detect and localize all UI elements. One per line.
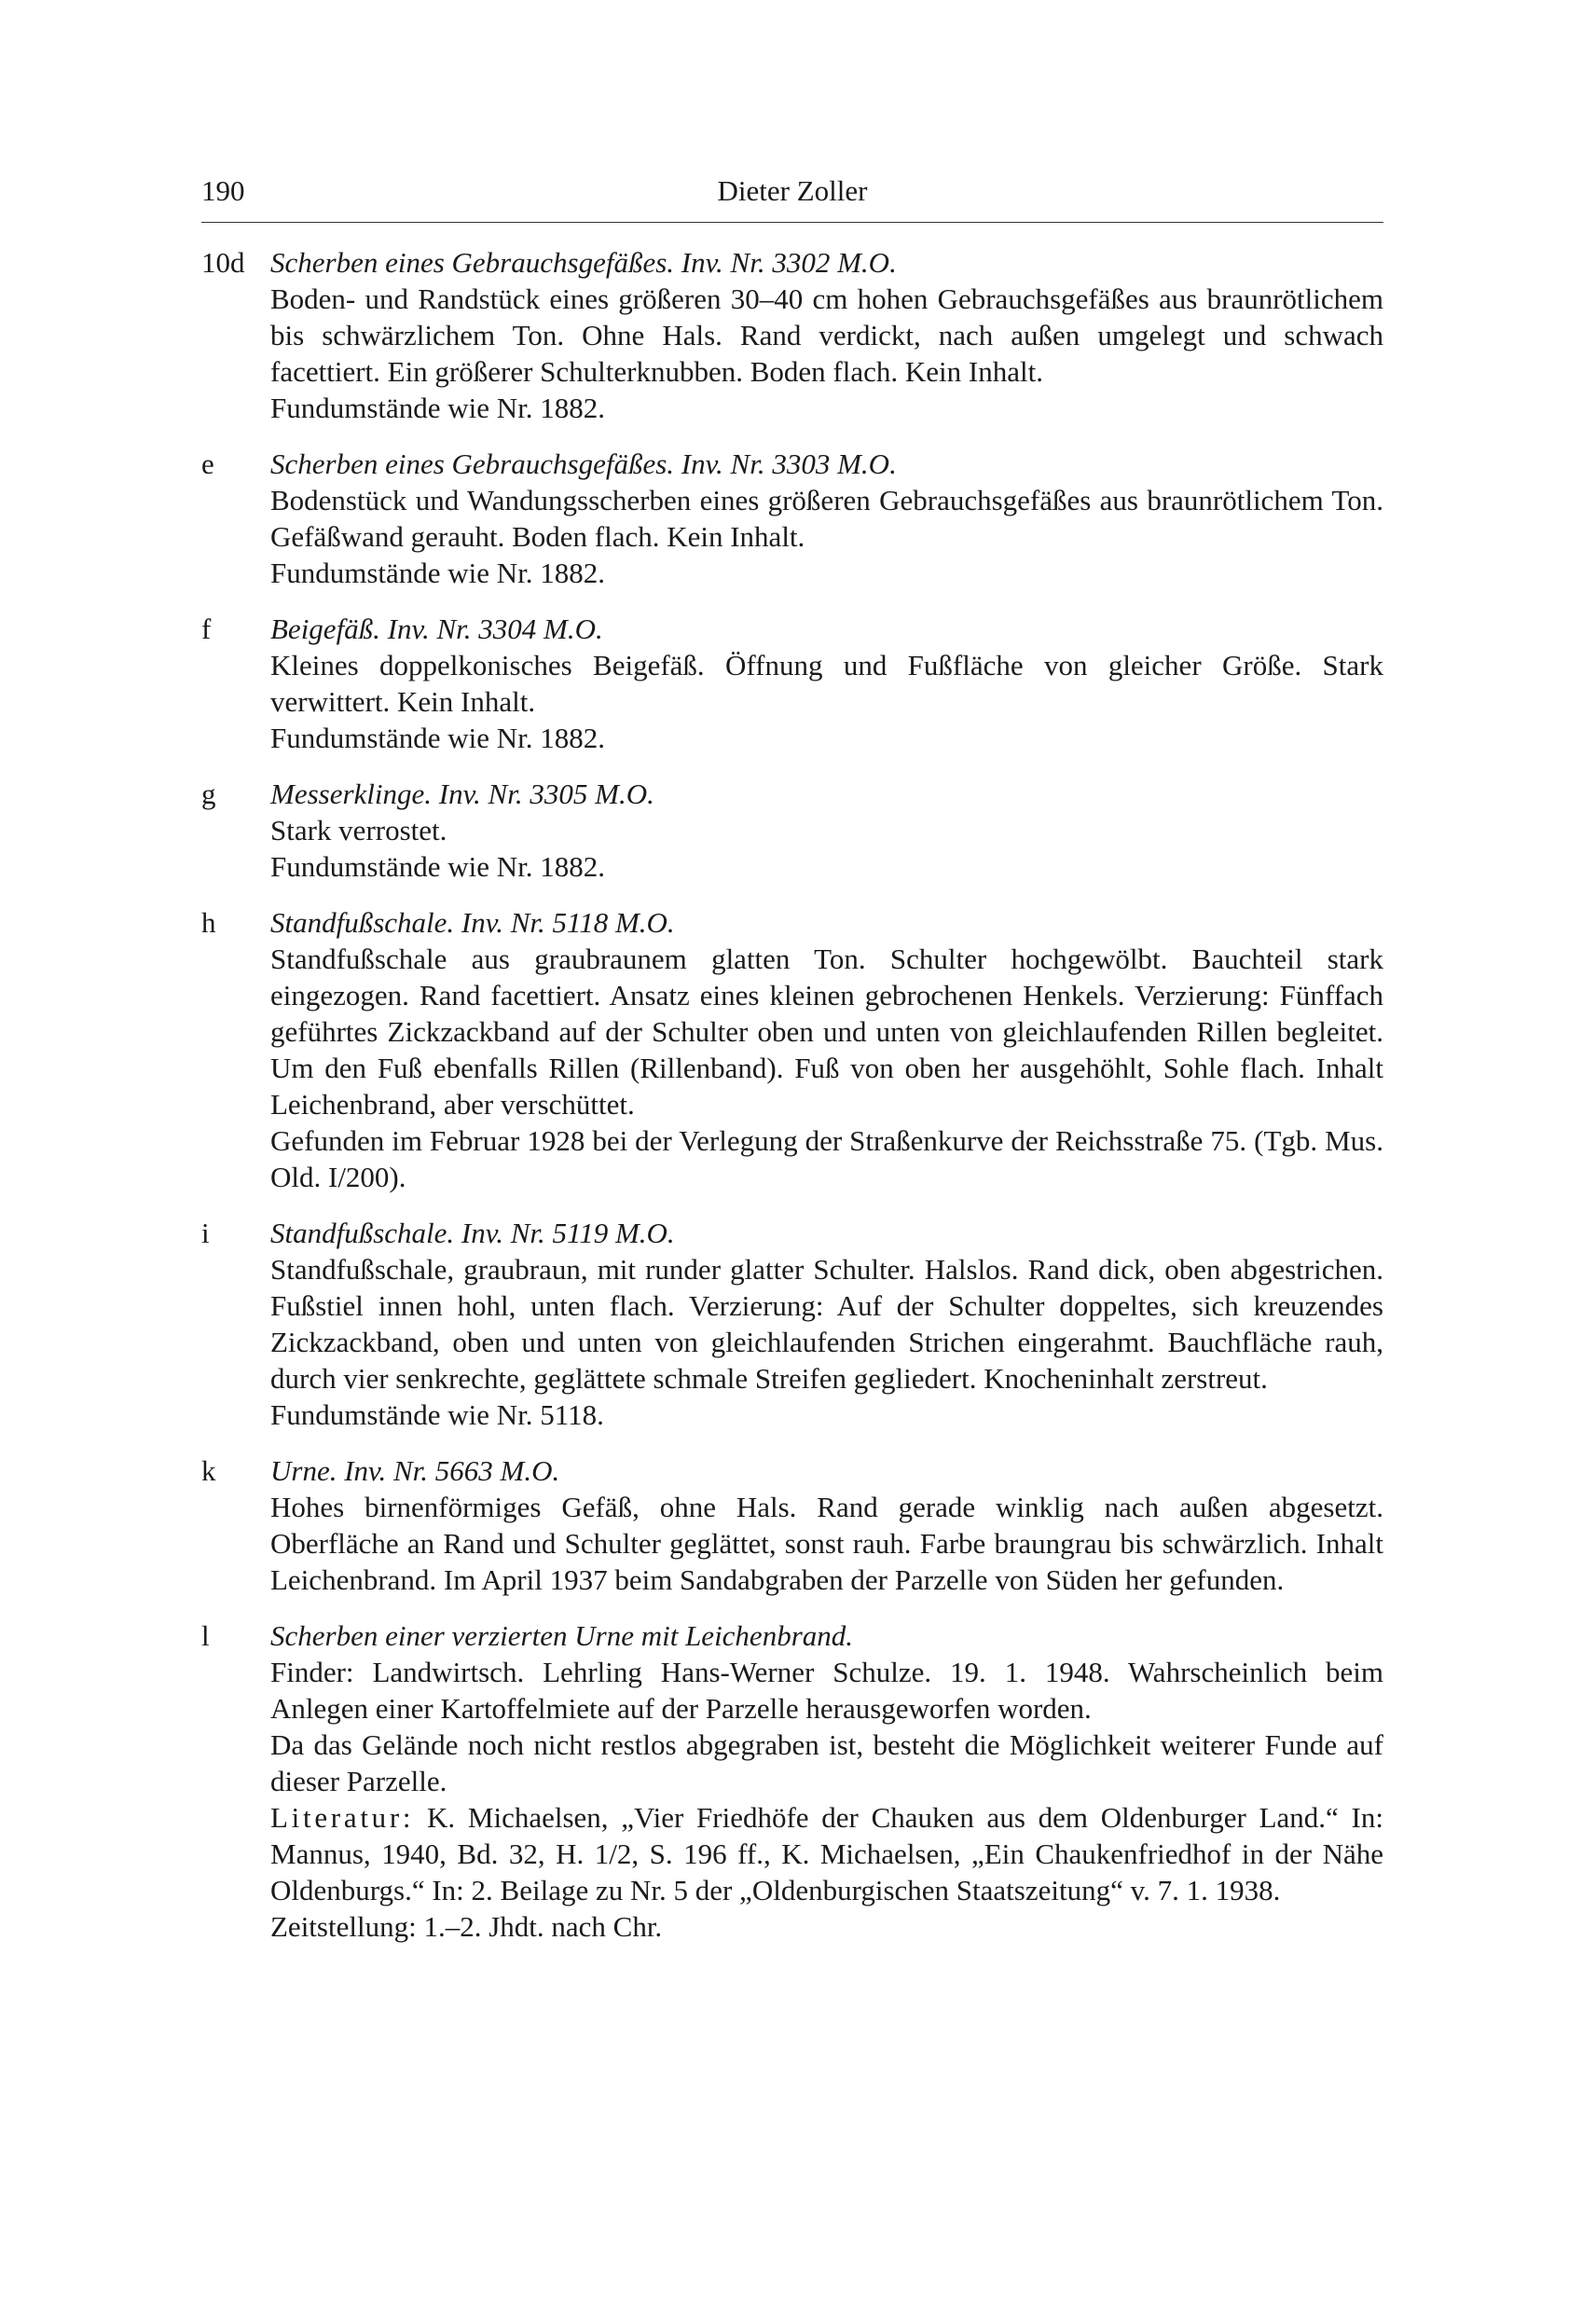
entry-body	[270, 1215, 1383, 1433]
entry-body	[270, 446, 1383, 591]
literature-label: Literatur:	[270, 1801, 415, 1834]
entry-label: i	[201, 1217, 210, 1249]
entry-body	[270, 904, 1383, 1195]
entry-description: Kleines doppelkonisches Beigefäß. Öffnung und Fußfläche von gleicher Größe. Stark verwittert. Kein Inhalt.	[270, 649, 1383, 718]
entry-find-circumstances: Fundumstände wie Nr. 1882.	[270, 722, 606, 754]
entry-label: 10d	[201, 246, 245, 279]
entry-description: Bodenstück und Wandungsscherben eines größeren Gebrauchsgefäßes aus braunrötlichem Ton. Gefäßwand gerauht. Boden flach. Kein Inhalt.	[270, 484, 1383, 553]
entry-label: g	[201, 778, 216, 810]
catalog-entries	[201, 244, 1383, 1964]
page-number: 190	[201, 174, 245, 207]
entry-title: Scherben eines Gebrauchsgefäßes. Inv. Nr. 3302 M.O.	[270, 246, 897, 279]
entry-find-circumstances: Fundumstände wie Nr. 1882.	[270, 557, 606, 589]
entry-finder: Finder: Landwirtsch. Lehrling Hans-Werner Schulze. 19. 1. 1948. Wahrscheinlich beim Anlegen einer Kartoffelmiete auf der Parzelle herausgeworfen worden.	[270, 1656, 1383, 1725]
entry-description: Standfußschale, graubraun, mit runder glatter Schulter. Halslos. Rand dick, oben abgestrichen. Fußstiel innen hohl, unten flach. Verzierung: Auf der Schulter doppeltes, sich kreuzendes Zickzackband, oben und unten von gleichlaufenden Strichen eingerahmt. Bauchfläche rauh, durch vier senkrechte, geglättete schmale Streifen gegliedert. Knocheninhalt zerstreut.	[270, 1253, 1383, 1395]
entry-note: Da das Gelände noch nicht restlos abgegraben ist, besteht die Möglichkeit weiterer Funde auf dieser Parzelle.	[270, 1728, 1383, 1797]
entry-title: Beigefäß. Inv. Nr. 3304 M.O.	[270, 612, 603, 645]
entry-title: Scherben eines Gebrauchsgefäßes. Inv. Nr. 3303 M.O.	[270, 447, 897, 480]
entry-find-circumstances: Fundumstände wie Nr. 1882.	[270, 850, 606, 883]
entry-title: Urne. Inv. Nr. 5663 M.O.	[270, 1454, 560, 1487]
entry-find-circumstances: Fundumstände wie Nr. 1882.	[270, 392, 606, 424]
entry-description: Hohes birnenförmiges Gefäß, ohne Hals. Rand gerade winklig nach außen abgesetzt. Oberfläche an Rand und Schulter geglättet, sonst rauh. Farbe braungrau bis schwärzlich. Inhalt Leichenbrand. Im April 1937 beim Sandabgraben der Parzelle von Süden her gefunden.	[270, 1491, 1383, 1596]
entry-body	[270, 611, 1383, 756]
entry-title: Messerklinge. Inv. Nr. 3305 M.O.	[270, 778, 654, 810]
entry-label: h	[201, 906, 216, 939]
header-rule	[201, 222, 1383, 223]
catalog-entry	[201, 611, 1383, 756]
entry-dating: Zeitstellung: 1.–2. Jhdt. nach Chr.	[270, 1910, 663, 1943]
entry-title: Standfußschale. Inv. Nr. 5119 M.O.	[270, 1217, 675, 1249]
catalog-entry	[201, 1617, 1383, 1945]
entry-description: Stark verrostet.	[270, 814, 447, 846]
page-header	[201, 168, 1383, 214]
entry-body	[270, 1452, 1383, 1598]
entry-body	[270, 1617, 1383, 1945]
entry-label: k	[201, 1454, 216, 1487]
entry-description: Boden- und Randstück eines größeren 30–40 cm hohen Gebrauchsgefäßes aus braunrötlichem bis schwärzlichem Ton. Ohne Hals. Rand verdickt, nach außen umgelegt und schwach facettiert. Ein größerer Schulterknubben. Boden flach. Kein Inhalt.	[270, 282, 1383, 388]
entry-literature	[270, 1799, 1383, 1908]
entry-body	[270, 244, 1383, 426]
entry-label: e	[201, 447, 214, 480]
entry-label: f	[201, 612, 212, 645]
entry-title: Scherben einer verzierten Urne mit Leichenbrand.	[270, 1619, 854, 1652]
entry-description: Standfußschale aus graubraunem glatten Ton. Schulter hochgewölbt. Bauchteil stark eingezogen. Rand facettiert. Ansatz eines kleinen gebrochenen Henkels. Verzierung: Fünffach geführtes Zickzackband auf der Schulter oben und unten von gleichlaufenden Rillen begleitet. Um den Fuß ebenfalls Rillen (Rillenband). Fuß von oben her ausgehöhlt, Sohle flach. Inhalt Leichenbrand, aber verschüttet.	[270, 943, 1383, 1121]
entry-title: Standfußschale. Inv. Nr. 5118 M.O.	[270, 906, 675, 939]
catalog-entry	[201, 446, 1383, 591]
catalog-entry	[201, 904, 1383, 1195]
catalog-entry	[201, 1452, 1383, 1598]
entry-find-circumstances: Fundumstände wie Nr. 5118.	[270, 1398, 604, 1431]
entry-label: l	[201, 1619, 210, 1652]
catalog-entry	[201, 244, 1383, 426]
entry-find-circumstances: Gefunden im Februar 1928 bei der Verlegung der Straßenkurve der Reichsstraße 75. (Tgb. Mus. Old. I/200).	[270, 1124, 1383, 1193]
running-head-author: Dieter Zoller	[717, 174, 868, 207]
catalog-entry	[201, 1215, 1383, 1433]
catalog-entry	[201, 776, 1383, 885]
literature-text: K. Michaelsen, „Vier Friedhöfe der Chauken aus dem Oldenburger Land.“ In: Mannus, 1940, Bd. 32, H. 1/2, S. 196 ff., K. Michaelsen, „Ein Chaukenfriedhof in der Nähe Oldenburgs.“ In: 2. Beilage zu Nr. 5 der „Oldenburgischen Staatszeitung“ v. 7. 1. 1938.	[270, 1801, 1383, 1906]
entry-body	[270, 776, 1383, 885]
